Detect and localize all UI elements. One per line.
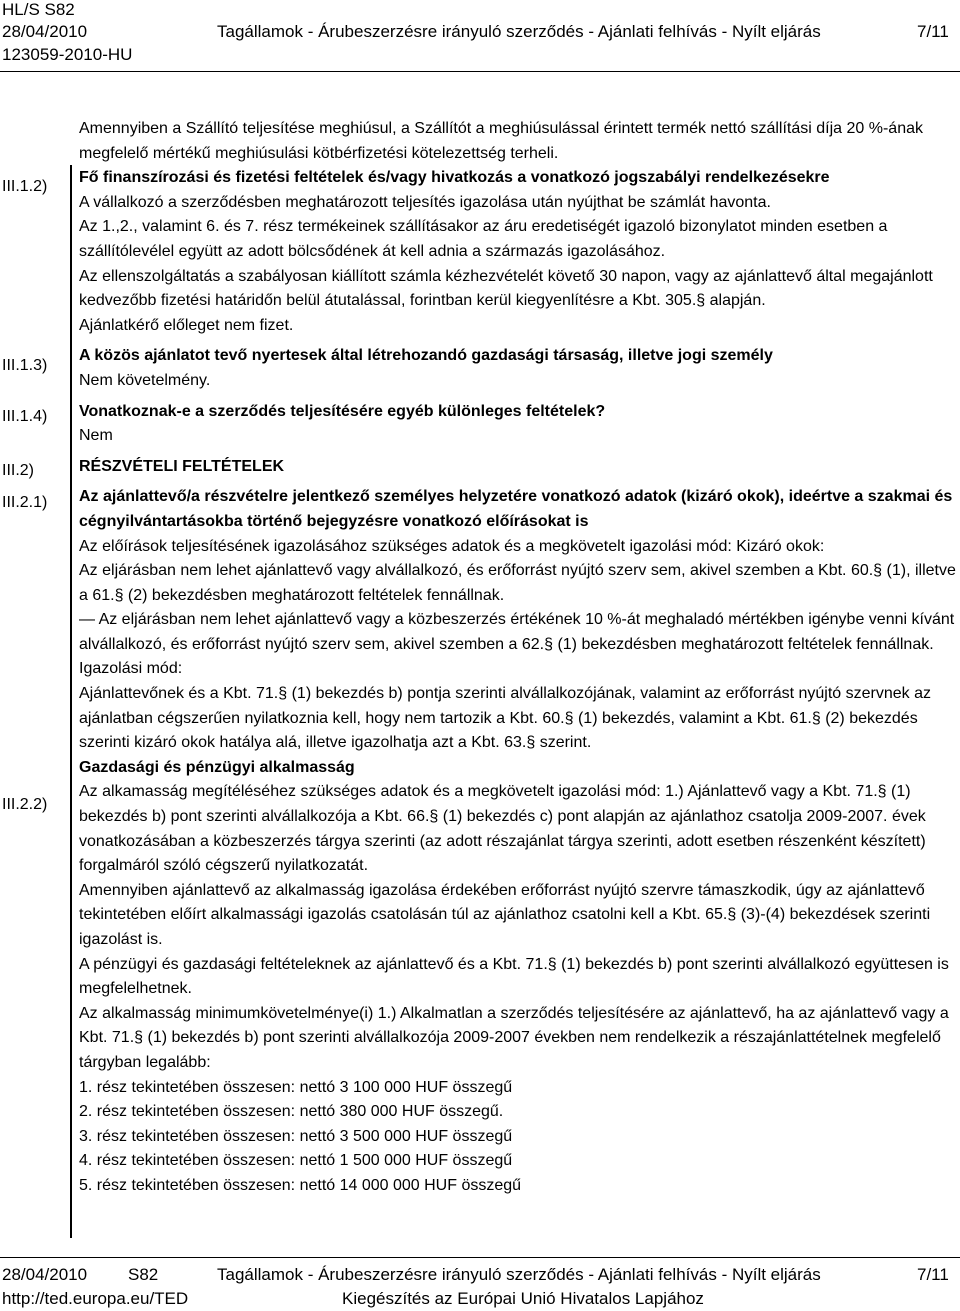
paragraph: Az 1.,2., valamint 6. és 7. rész termékeinek szállításakor az áru eredetiségét igazoló bizonylatot minden esetben a szállítólevélel együtt az adott bölcsődének át kell adnia a származás igazolásához. xyxy=(79,218,888,260)
footer-series: S82 xyxy=(128,1265,159,1284)
list-item: 5. rész tekintetében összesen: nettó 14 000 000 HUF összegű xyxy=(79,1176,522,1194)
section-heading: Fő finanszírozási és fizetési feltételek és/vagy hivatkozás a vonatkozó jogszabályi rendelkezésekre xyxy=(79,169,830,187)
list-item: 2. rész tekintetében összesen: nettó 380 000 HUF összegű. xyxy=(79,1103,504,1121)
paragraph: Nem xyxy=(79,427,113,445)
header-date: 28/04/2010 xyxy=(2,22,88,41)
footer-divider xyxy=(0,1257,960,1258)
paragraph: Ajánlattevőnek és a Kbt. 71.§ (1) bekezdés b) pontja szerinti alvállalkozójának, valamint az erőforrást nyújtó szervnek az ajánlatban cégszerűen nyilatkoznia kell, hogy nem tartozik a Kbt. 60.§ (1) bekezdés, valamint a Kbt. 61.§ (2) bekezdés szerinti kizáró okok hatálya alá, illetve igazolhatja azt a Kbt. 63.§ szerint. xyxy=(79,685,931,752)
section-number: III.2) xyxy=(2,462,35,479)
paragraph: A vállalkozó a szerződésben meghatározott teljesítés igazolása után nyújthat be számlát havonta. xyxy=(79,193,771,211)
paragraph: Az előírások teljesítésének igazolásához szükséges adatok és a megkövetelt igazolási mód: Kizáró okok: xyxy=(79,537,825,555)
header-title: Tagállamok - Árubeszerzésre irányuló szerződés - Ajánlati felhívás - Nyílt eljárás xyxy=(217,22,821,41)
list-item: 4. rész tekintetében összesen: nettó 1 500 000 HUF összegű xyxy=(79,1152,513,1170)
paragraph: A pénzügyi és gazdasági feltételeknek az ajánlattevő és a Kbt. 71.§ (1) bekezdés b) pont szerinti alvállalkozó együttesen is megfelelhetnek. xyxy=(79,955,949,998)
header-divider xyxy=(0,71,960,72)
header-page-number: 7/11 xyxy=(917,22,949,41)
paragraph: Nem követelmény. xyxy=(79,371,211,389)
section-heading: Gazdasági és pénzügyi alkalmasság xyxy=(79,758,355,776)
section-heading: RÉSZVÉTELI FELTÉTELEK xyxy=(79,457,285,475)
footer-date: 28/04/2010 xyxy=(2,1265,88,1284)
section-number: III.1.2) xyxy=(2,178,48,195)
paragraph: Amennyiben ajánlattevő az alkalmasság igazolása érdekében erőforrást nyújtó szervre támaszkodik, úgy az ajánlattevő tekintetében előírt alkalmassági igazolás csatolásán túl az ajánlathoz csatolni kell a Kbt. 65.§ (3)-(4) bekezdések szerinti igazolást is. xyxy=(79,881,931,948)
paragraph: — Az eljárásban nem lehet ajánlattevő vagy a közbeszerzés értékének 10 %-át meghaladó mértékben igénybe venni kívánt alvállalkozó, és erőforrást nyújtó szerv sem, akivel szemben a 62.§ (1) bekezdésben meghatározott feltételek fennállnak. xyxy=(79,611,955,653)
section-heading: Vonatkoznak-e a szerződés teljesítésére egyéb különleges feltételek? xyxy=(79,402,606,420)
section-bar xyxy=(70,165,72,1238)
list-item: 1. rész tekintetében összesen: nettó 3 100 000 HUF összegű xyxy=(79,1078,513,1096)
paragraph: Az alkamasság megítéléséhez szükséges adatok és a megkövetelt igazolási mód: 1.) Ajánlattevő vagy a Kbt. 71.§ (1) bekezdés b) pont szerinti alvállalkozója a Kbt. 66.§ (1) bekezdés c) pont alapján az ajánlathoz csatolja 2009-2007. évek vonatkozásában a közbeszerzés tárgya szerinti (az adott részajánlat tárgya szerinti, adott esetben részenként készített) forgalmáról szóló cégszerű nyilatkozatát. xyxy=(79,783,926,875)
section-number: III.1.4) xyxy=(2,408,48,425)
page-header xyxy=(0,0,960,72)
section-number: III.2.2) xyxy=(2,796,48,813)
document-id: 123059-2010-HU xyxy=(2,45,133,64)
list-item: 3. rész tekintetében összesen: nettó 3 500 000 HUF összegű xyxy=(79,1127,513,1145)
section-number-column xyxy=(0,0,78,1240)
footer-url[interactable]: http://ted.europa.eu/TED xyxy=(2,1289,189,1308)
footer-title: Tagállamok - Árubeszerzésre irányuló szerződés - Ajánlati felhívás - Nyílt eljárás xyxy=(217,1265,821,1284)
footer-page-number: 7/11 xyxy=(917,1265,949,1284)
section-heading: Az ajánlattevő/a részvételre jelentkező személyes helyzetére vonatkozó adatok (kizáró okok), ideértve a szakmai és cégnyilvántartásokba történő bejegyzésre vonatkozó előírásokat is xyxy=(79,488,953,530)
document-body xyxy=(79,117,957,1199)
paragraph: Ajánlatkérő előleget nem fizet. xyxy=(79,316,294,334)
section-number: III.2.1) xyxy=(2,494,48,511)
journal-id: HL/S S82 xyxy=(2,0,75,19)
paragraph: Az eljárásban nem lehet ajánlattevő vagy alvállalkozó, és erőforrást nyújtó szerv sem, akivel szemben a Kbt. 60.§ (1), illetve a 61.§ (2) bekezdésben meghatározott feltételek fennállnak. xyxy=(79,562,956,604)
footer-supplement: Kiegészítés az Európai Unió Hivatalos Lapjához xyxy=(342,1289,704,1308)
page-footer xyxy=(0,1260,960,1311)
section-heading: A közös ajánlatot tevő nyertesek által létrehozandó gazdasági társaság, illetve jogi személy xyxy=(79,347,773,365)
paragraph: Az ellenszolgáltatás a szabályosan kiállított számla kézhezvételét követő 30 napon, vagy az ajánlattevő által megajánlott kedvezőbb fizetési határidőn belül átutalással, forintban kerül kiegyenlítésre a Kbt. 305.§ alapján. xyxy=(79,267,933,310)
paragraph: Az alkalmasság minimumkövetelménye(i) 1.) Alkalmatlan a szerződés teljesítésére az ajánlattevő, ha az ajánlattevő vagy a Kbt. 71.§ (1) bekezdés b) pont szerinti alvállalkozója 2009-2007 években nem rendelkezik a részajánlattételnek megfelelő tárgyban legalább: xyxy=(79,1004,949,1071)
paragraph: Amennyiben a Szállító teljesítése meghiúsul, a Szállítót a meghiúsulással érintett termék nettó szállítási díja 20 %-ának megfelelő mértékű meghiúsulási kötbérfizetési kötelezettség terheli. xyxy=(79,120,923,162)
section-number: III.1.3) xyxy=(2,357,48,374)
paragraph: Igazolási mód: xyxy=(79,660,183,678)
